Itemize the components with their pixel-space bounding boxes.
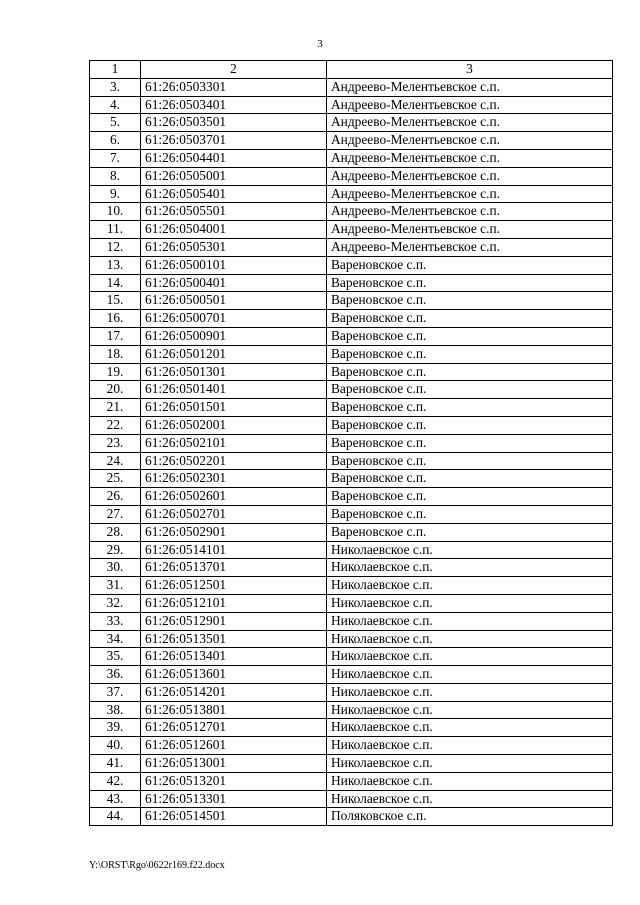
table-row <box>90 541 613 559</box>
row-number-cell: 17. <box>90 327 141 345</box>
cadastral-code-cell: 61:26:0514101 <box>141 541 327 559</box>
row-number-cell: 38. <box>90 701 141 719</box>
row-number-cell: 15. <box>90 292 141 310</box>
cadastral-code-cell: 61:26:0502701 <box>141 505 327 523</box>
table-row <box>90 505 613 523</box>
row-number-cell: 8. <box>90 167 141 185</box>
table-row <box>90 416 613 434</box>
settlement-name-cell: Вареновское с.п. <box>327 363 613 381</box>
table-row <box>90 292 613 310</box>
row-number-cell: 11. <box>90 221 141 239</box>
page-number: 3 <box>317 38 323 50</box>
settlement-name-cell: Николаевское с.п. <box>327 683 613 701</box>
row-number-cell: 19. <box>90 363 141 381</box>
settlement-name-cell: Вареновское с.п. <box>327 274 613 292</box>
settlement-name-cell: Николаевское с.п. <box>327 612 613 630</box>
header-cell-name: 3 <box>327 61 613 79</box>
row-number-cell: 39. <box>90 719 141 737</box>
table-row <box>90 274 613 292</box>
cadastral-code-cell: 61:26:0512901 <box>141 612 327 630</box>
table-row <box>90 256 613 274</box>
table-row <box>90 577 613 595</box>
cadastral-code-cell: 61:26:0514501 <box>141 808 327 826</box>
cadastral-code-cell: 61:26:0512601 <box>141 737 327 755</box>
row-number-cell: 25. <box>90 470 141 488</box>
table-row <box>90 772 613 790</box>
cadastral-code-cell: 61:26:0503501 <box>141 114 327 132</box>
table-header-row <box>90 61 613 79</box>
settlement-name-cell: Николаевское с.п. <box>327 666 613 684</box>
settlement-name-cell: Андреево-Мелентьевское с.п. <box>327 221 613 239</box>
table-row <box>90 327 613 345</box>
settlement-name-cell: Вареновское с.п. <box>327 416 613 434</box>
row-number-cell: 20. <box>90 381 141 399</box>
table-row <box>90 185 613 203</box>
table-row <box>90 470 613 488</box>
table-row <box>90 363 613 381</box>
cadastral-code-cell: 61:26:0502001 <box>141 416 327 434</box>
settlement-name-cell: Николаевское с.п. <box>327 755 613 773</box>
settlement-name-cell: Вареновское с.п. <box>327 292 613 310</box>
row-number-cell: 21. <box>90 399 141 417</box>
table-row <box>90 808 613 826</box>
cadastral-code-cell: 61:26:0502301 <box>141 470 327 488</box>
settlement-name-cell: Андреево-Мелентьевское с.п. <box>327 238 613 256</box>
row-number-cell: 30. <box>90 559 141 577</box>
row-number-cell: 32. <box>90 594 141 612</box>
table-row <box>90 399 613 417</box>
table-row <box>90 612 613 630</box>
row-number-cell: 16. <box>90 310 141 328</box>
cadastral-code-cell: 61:26:0500701 <box>141 310 327 328</box>
settlement-name-cell: Вареновское с.п. <box>327 256 613 274</box>
settlement-name-cell: Андреево-Мелентьевское с.п. <box>327 78 613 96</box>
settlement-name-cell: Вареновское с.п. <box>327 488 613 506</box>
table-row <box>90 78 613 96</box>
cadastral-code-cell: 61:26:0500901 <box>141 327 327 345</box>
settlement-name-cell: Вареновское с.п. <box>327 399 613 417</box>
row-number-cell: 29. <box>90 541 141 559</box>
table-row <box>90 238 613 256</box>
table-row <box>90 434 613 452</box>
cadastral-code-cell: 61:26:0513201 <box>141 772 327 790</box>
cadastral-code-cell: 61:26:0501501 <box>141 399 327 417</box>
cadastral-code-cell: 61:26:0503401 <box>141 96 327 114</box>
settlement-name-cell: Вареновское с.п. <box>327 310 613 328</box>
cadastral-code-cell: 61:26:0505301 <box>141 238 327 256</box>
table-row <box>90 594 613 612</box>
settlement-name-cell: Вареновское с.п. <box>327 523 613 541</box>
cadastral-code-cell: 61:26:0501301 <box>141 363 327 381</box>
settlement-name-cell: Николаевское с.п. <box>327 648 613 666</box>
settlement-name-cell: Николаевское с.п. <box>327 772 613 790</box>
row-number-cell: 9. <box>90 185 141 203</box>
cadastral-code-cell: 61:26:0504001 <box>141 221 327 239</box>
row-number-cell: 13. <box>90 256 141 274</box>
table-row <box>90 149 613 167</box>
row-number-cell: 35. <box>90 648 141 666</box>
cadastral-code-cell: 61:26:0504401 <box>141 149 327 167</box>
row-number-cell: 36. <box>90 666 141 684</box>
settlement-name-cell: Вареновское с.п. <box>327 452 613 470</box>
table-row <box>90 203 613 221</box>
row-number-cell: 12. <box>90 238 141 256</box>
table-row <box>90 755 613 773</box>
row-number-cell: 26. <box>90 488 141 506</box>
row-number-cell: 22. <box>90 416 141 434</box>
settlement-name-cell: Поляковское с.п. <box>327 808 613 826</box>
table-row <box>90 221 613 239</box>
settlement-name-cell: Николаевское с.п. <box>327 630 613 648</box>
table-row <box>90 701 613 719</box>
settlement-name-cell: Андреево-Мелентьевское с.п. <box>327 167 613 185</box>
cadastral-code-cell: 61:26:0503301 <box>141 78 327 96</box>
settlement-name-cell: Андреево-Мелентьевское с.п. <box>327 203 613 221</box>
cadastral-code-cell: 61:26:0513701 <box>141 559 327 577</box>
settlement-name-cell: Вареновское с.п. <box>327 327 613 345</box>
settlement-name-cell: Андреево-Мелентьевское с.п. <box>327 132 613 150</box>
row-number-cell: 18. <box>90 345 141 363</box>
table-row <box>90 345 613 363</box>
table-row <box>90 666 613 684</box>
row-number-cell: 6. <box>90 132 141 150</box>
row-number-cell: 3. <box>90 78 141 96</box>
table-row <box>90 132 613 150</box>
table-row <box>90 790 613 808</box>
settlement-name-cell: Андреево-Мелентьевское с.п. <box>327 185 613 203</box>
data-table <box>89 60 613 826</box>
row-number-cell: 28. <box>90 523 141 541</box>
cadastral-code-cell: 61:26:0500401 <box>141 274 327 292</box>
settlement-name-cell: Николаевское с.п. <box>327 790 613 808</box>
settlement-name-cell: Николаевское с.п. <box>327 594 613 612</box>
cadastral-code-cell: 61:26:0514201 <box>141 683 327 701</box>
header-cell-code: 2 <box>141 61 327 79</box>
table-row <box>90 114 613 132</box>
settlement-name-cell: Николаевское с.п. <box>327 541 613 559</box>
cadastral-code-cell: 61:26:0502601 <box>141 488 327 506</box>
settlement-name-cell: Вареновское с.п. <box>327 381 613 399</box>
cadastral-code-cell: 61:26:0512501 <box>141 577 327 595</box>
settlement-name-cell: Андреево-Мелентьевское с.п. <box>327 96 613 114</box>
row-number-cell: 40. <box>90 737 141 755</box>
settlement-name-cell: Вареновское с.п. <box>327 505 613 523</box>
row-number-cell: 23. <box>90 434 141 452</box>
cadastral-code-cell: 61:26:0512701 <box>141 719 327 737</box>
cadastral-code-cell: 61:26:0503701 <box>141 132 327 150</box>
settlement-name-cell: Николаевское с.п. <box>327 559 613 577</box>
row-number-cell: 10. <box>90 203 141 221</box>
cadastral-code-cell: 61:26:0502101 <box>141 434 327 452</box>
settlement-name-cell: Николаевское с.п. <box>327 701 613 719</box>
row-number-cell: 33. <box>90 612 141 630</box>
settlement-name-cell: Андреево-Мелентьевское с.п. <box>327 149 613 167</box>
table-row <box>90 719 613 737</box>
row-number-cell: 37. <box>90 683 141 701</box>
table-row <box>90 737 613 755</box>
table-row <box>90 523 613 541</box>
cadastral-code-cell: 61:26:0513501 <box>141 630 327 648</box>
row-number-cell: 42. <box>90 772 141 790</box>
cadastral-code-cell: 61:26:0513801 <box>141 701 327 719</box>
table-row <box>90 310 613 328</box>
settlement-name-cell: Николаевское с.п. <box>327 737 613 755</box>
table-row <box>90 452 613 470</box>
cadastral-code-cell: 61:26:0501201 <box>141 345 327 363</box>
row-number-cell: 27. <box>90 505 141 523</box>
cadastral-code-cell: 61:26:0500101 <box>141 256 327 274</box>
settlement-name-cell: Вареновское с.п. <box>327 470 613 488</box>
settlement-name-cell: Николаевское с.п. <box>327 577 613 595</box>
cadastral-code-cell: 61:26:0501401 <box>141 381 327 399</box>
cadastral-code-cell: 61:26:0505401 <box>141 185 327 203</box>
cadastral-code-cell: 61:26:0502901 <box>141 523 327 541</box>
footer-file-path: Y:\ORST\Rgo\0622r169.f22.docx <box>89 860 225 871</box>
table-row <box>90 488 613 506</box>
row-number-cell: 41. <box>90 755 141 773</box>
row-number-cell: 5. <box>90 114 141 132</box>
row-number-cell: 44. <box>90 808 141 826</box>
cadastral-code-cell: 61:26:0505501 <box>141 203 327 221</box>
table-row <box>90 381 613 399</box>
cadastral-code-cell: 61:26:0502201 <box>141 452 327 470</box>
cadastral-code-cell: 61:26:0500501 <box>141 292 327 310</box>
settlement-name-cell: Николаевское с.п. <box>327 719 613 737</box>
row-number-cell: 7. <box>90 149 141 167</box>
cadastral-code-cell: 61:26:0513001 <box>141 755 327 773</box>
row-number-cell: 24. <box>90 452 141 470</box>
settlement-name-cell: Андреево-Мелентьевское с.п. <box>327 114 613 132</box>
cadastral-code-cell: 61:26:0513301 <box>141 790 327 808</box>
table-row <box>90 96 613 114</box>
row-number-cell: 34. <box>90 630 141 648</box>
table-row <box>90 648 613 666</box>
header-cell-number: 1 <box>90 61 141 79</box>
cadastral-code-cell: 61:26:0512101 <box>141 594 327 612</box>
table-row <box>90 683 613 701</box>
settlement-name-cell: Вареновское с.п. <box>327 345 613 363</box>
table-row <box>90 559 613 577</box>
cadastral-code-cell: 61:26:0513401 <box>141 648 327 666</box>
row-number-cell: 14. <box>90 274 141 292</box>
cadastral-code-cell: 61:26:0505001 <box>141 167 327 185</box>
row-number-cell: 43. <box>90 790 141 808</box>
row-number-cell: 31. <box>90 577 141 595</box>
row-number-cell: 4. <box>90 96 141 114</box>
table-body <box>90 61 613 826</box>
table-row <box>90 630 613 648</box>
cadastral-code-cell: 61:26:0513601 <box>141 666 327 684</box>
settlement-name-cell: Вареновское с.п. <box>327 434 613 452</box>
table-row <box>90 167 613 185</box>
